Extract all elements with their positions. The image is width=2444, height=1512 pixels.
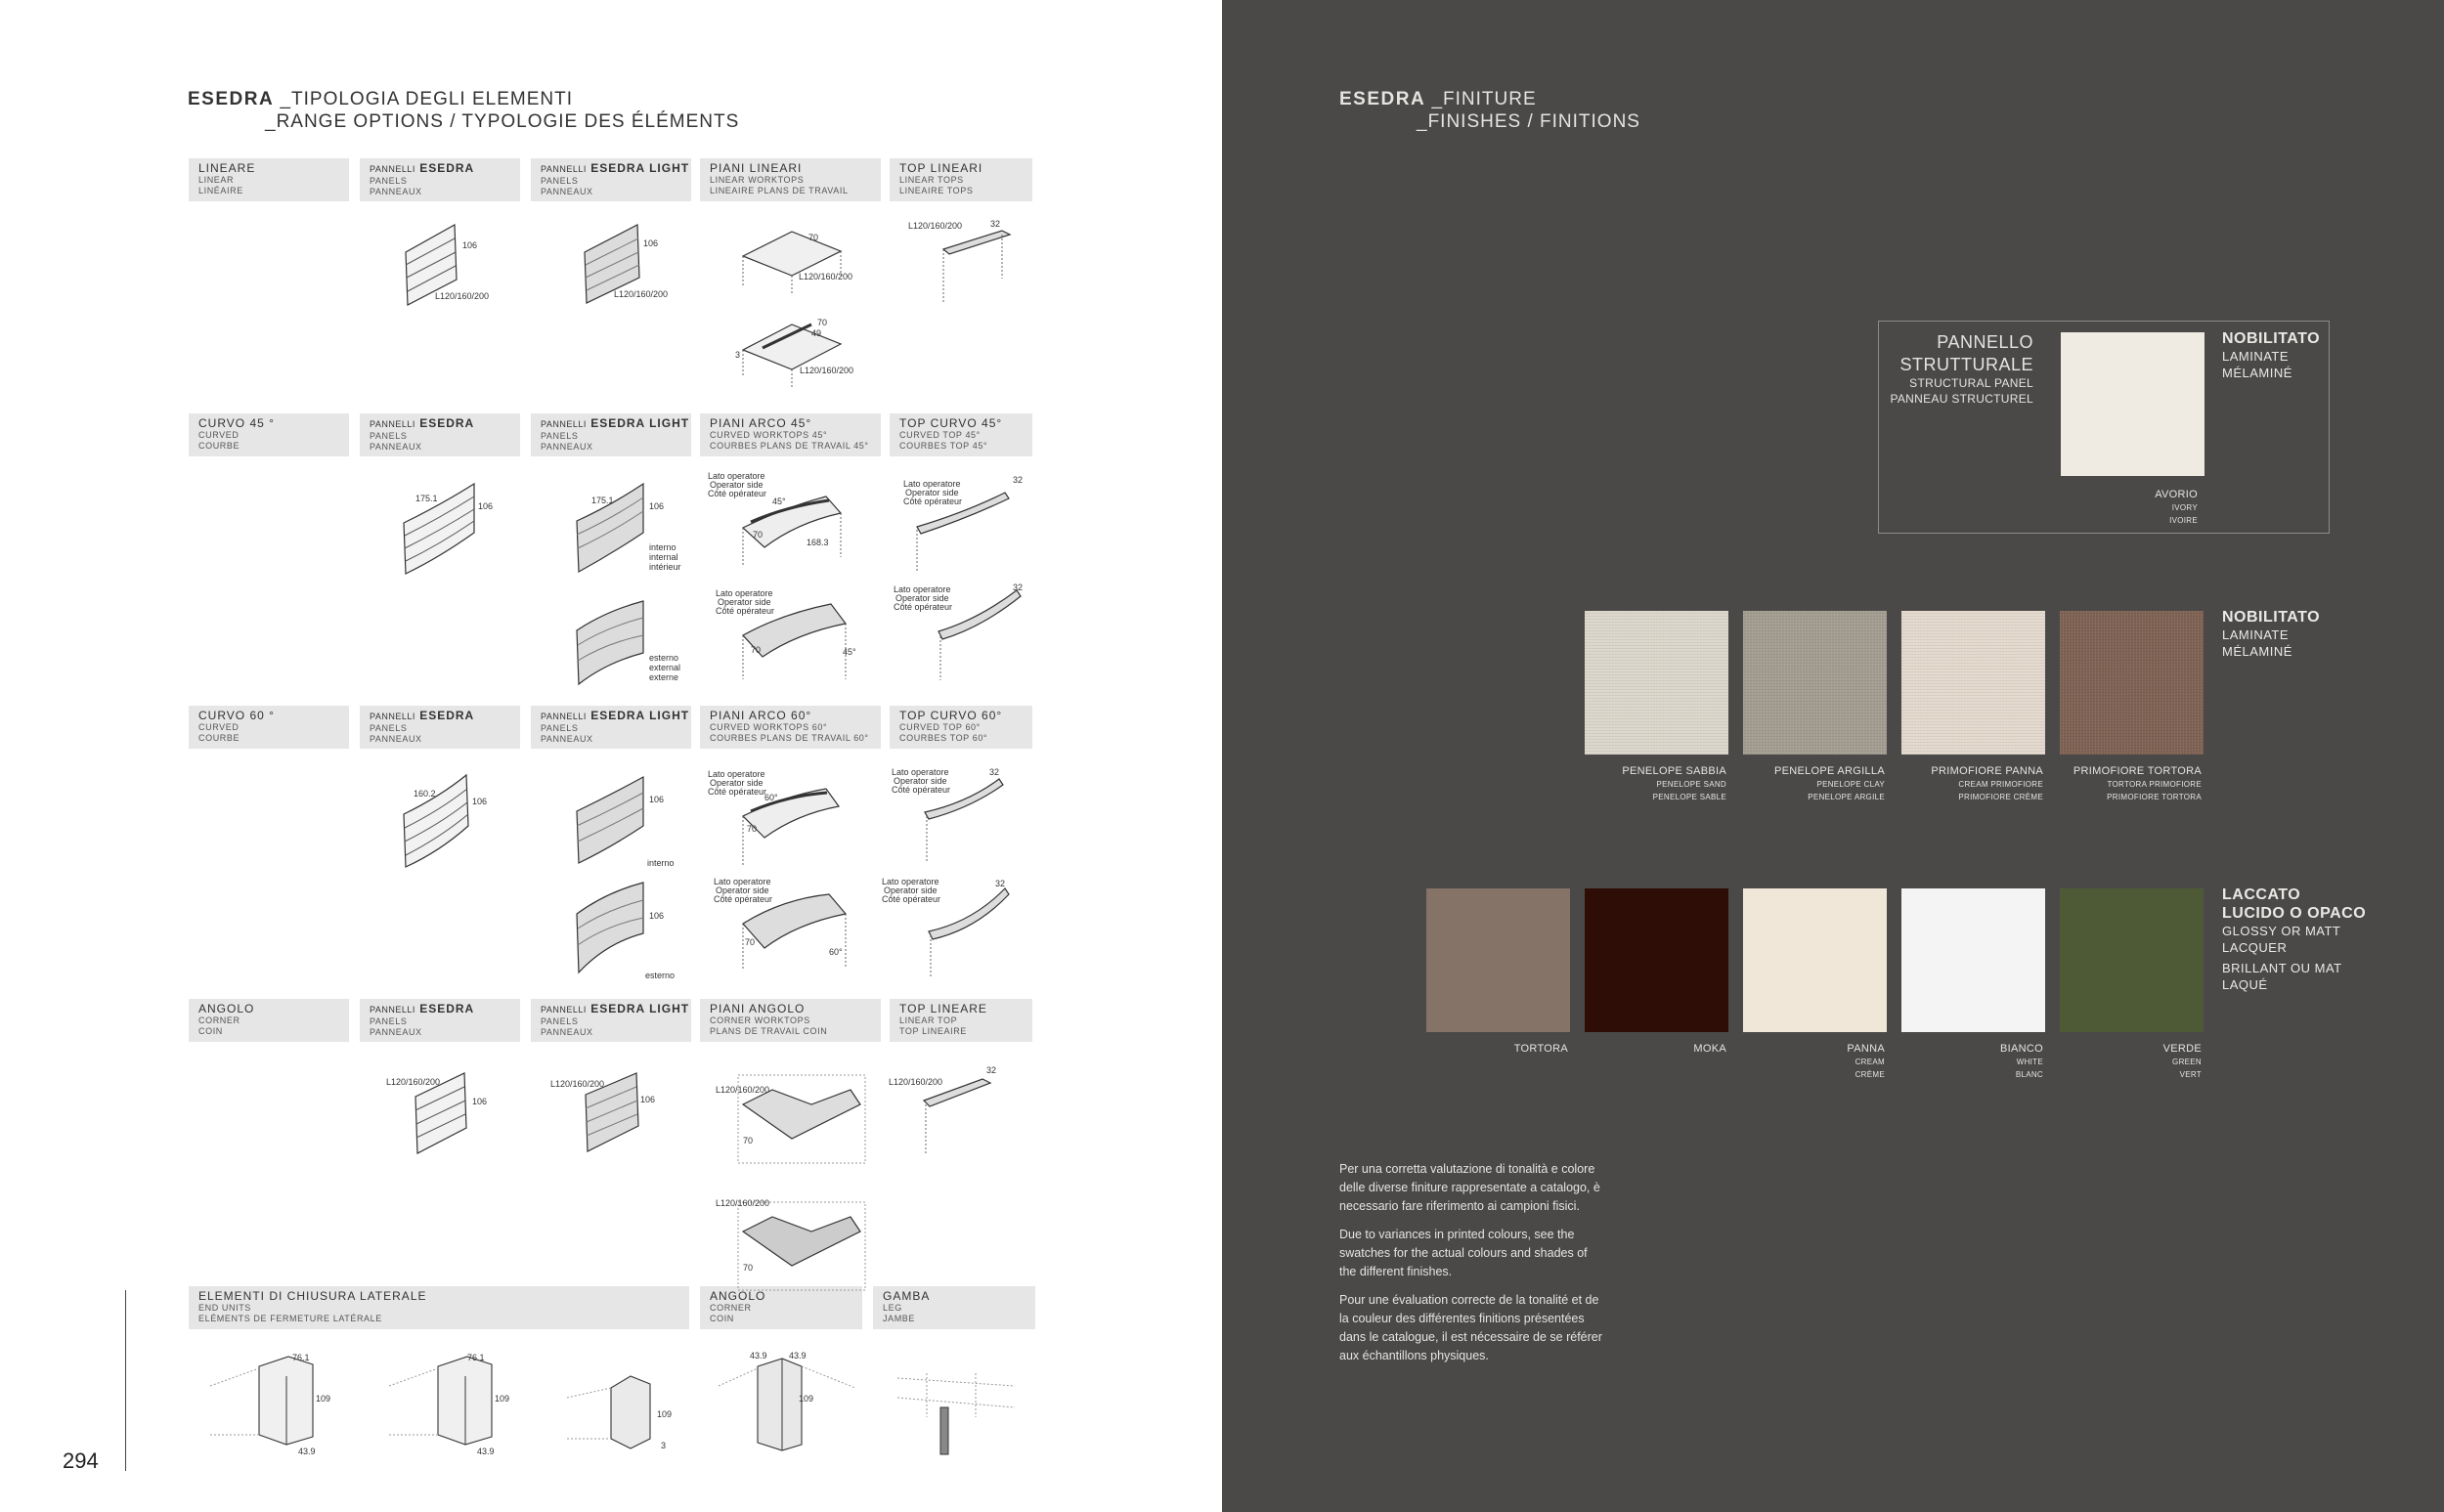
svg-text:106: 106 [462, 240, 478, 250]
end-unit-drawing-1 [200, 1347, 347, 1459]
svg-text:32: 32 [989, 767, 1000, 777]
svg-text:43.9: 43.9 [789, 1351, 807, 1361]
svg-text:L120/160/200: L120/160/200 [550, 1079, 605, 1089]
curved-45-top-drawing [890, 583, 1036, 685]
note-english: Due to variances in printed colours, see the swatches for the actual colours and shades of the different finishes. [1339, 1228, 1588, 1278]
header-piani-angolo: PIANI ANGOLO CORNER WORKTOPS PLANS DE TRAVAIL COIN [700, 999, 881, 1042]
svg-text:106: 106 [472, 797, 488, 806]
svg-text:32: 32 [995, 879, 1006, 888]
swatch-label-avorio: AVORIO IVORY IVOIRE [2155, 489, 2198, 525]
svg-text:109: 109 [316, 1394, 331, 1404]
swatch-label-bianco: BIANCO WHITE BLANC [2000, 1043, 2043, 1079]
svg-text:32: 32 [1013, 583, 1024, 592]
header-pannelli-esedra: PANNELLI ESEDRA PANELS PANNEAUX [360, 706, 520, 749]
linear-panel-drawing [396, 213, 523, 311]
header-lineare: LINEARE LINEAR LINÉAIRE [189, 158, 349, 201]
swatch-primofiore-panna [1901, 611, 2045, 755]
title-brand: ESEDRA [1339, 89, 1426, 109]
svg-text:70: 70 [808, 233, 819, 242]
svg-text:Operator side: Operator side [710, 778, 764, 788]
svg-text:Operator side: Operator side [884, 886, 938, 895]
swatch-moka [1585, 888, 1728, 1032]
svg-text:109: 109 [495, 1394, 510, 1404]
title-line1: _TIPOLOGIA DEGLI ELEMENTI [274, 89, 573, 109]
svg-text:106: 106 [649, 795, 665, 804]
corner-panel-drawing [386, 1067, 523, 1165]
corner-worktop-drawing [714, 1065, 870, 1173]
linear-panel-light-drawing [577, 213, 704, 311]
svg-text:Operator side: Operator side [716, 886, 769, 895]
header-angolo-bottom: ANGOLO CORNER COIN [700, 1286, 862, 1329]
svg-text:106: 106 [643, 238, 659, 248]
svg-text:76.1: 76.1 [292, 1353, 310, 1362]
header-pannelli-esedra-light: PANNELLI ESEDRA LIGHT PANELS PANNEAUX [531, 158, 691, 201]
swatch-primofiore-tortora [2060, 611, 2204, 755]
svg-text:L120/160/200: L120/160/200 [799, 272, 853, 281]
curved-45-panel-light-int-drawing [567, 464, 704, 577]
svg-text:109: 109 [657, 1409, 673, 1419]
swatch-panna [1743, 888, 1887, 1032]
svg-text:L120/160/200: L120/160/200 [716, 1085, 770, 1095]
svg-text:106: 106 [478, 501, 494, 511]
svg-text:70: 70 [745, 937, 756, 947]
curved-60-panel-light-int-drawing [567, 767, 704, 870]
right-page [1222, 0, 2444, 1512]
svg-text:106: 106 [472, 1097, 488, 1106]
note-french: Pour une évaluation correcte de la tonalité et de la couleur des différentes finitions présentées dans le catalogue, il est nécessaire de se référer aux échantillons physiques. [1339, 1293, 1602, 1362]
curved-60-worktop-drawing [704, 875, 885, 977]
curved-45-panel-light-ext-drawing [567, 586, 704, 689]
svg-text:L120/160/200: L120/160/200 [889, 1077, 943, 1087]
svg-text:intérieur: intérieur [649, 562, 681, 572]
right-page-title [1339, 88, 1640, 133]
svg-text:L120/160/200: L120/160/200 [614, 289, 669, 299]
svg-text:L120/160/200: L120/160/200 [908, 221, 963, 231]
swatch-bianco [1901, 888, 2045, 1032]
svg-text:Côté opérateur: Côté opérateur [882, 894, 941, 904]
header-gamba: GAMBA LEG JAMBE [873, 1286, 1035, 1329]
svg-text:Côté opérateur: Côté opérateur [903, 497, 963, 506]
curved-60-panel-light-ext-drawing [567, 875, 704, 982]
corner-top-drawing [885, 1063, 1031, 1161]
swatch-label-penelope-argilla: PENELOPE ARGILLA PENELOPE CLAY PENELOPE ARGILE [1773, 765, 1885, 801]
curved-60-top-op-drawing [890, 765, 1036, 868]
svg-text:70: 70 [743, 1263, 754, 1273]
svg-text:45°: 45° [772, 497, 786, 506]
curved-45-panel-drawing [396, 464, 523, 582]
svg-text:L120/160/200: L120/160/200 [716, 1198, 770, 1208]
linear-top-drawing [904, 215, 1031, 308]
svg-text:32: 32 [990, 219, 1001, 229]
title-line1: _FINITURE [1425, 89, 1537, 109]
swatch-label-moka: MOKA [1693, 1043, 1726, 1055]
curved-45-worktop-drawing [704, 586, 885, 684]
leg-drawing [888, 1359, 1034, 1461]
svg-text:60°: 60° [829, 947, 843, 957]
svg-text:70: 70 [747, 824, 758, 834]
title-line2: _RANGE OPTIONS / TYPOLOGIE DES ÉLÉMENTS [265, 111, 740, 132]
linear-worktop-drawing [738, 217, 870, 295]
svg-text:70: 70 [751, 645, 762, 655]
header-elementi-chiusura: ELEMENTI DI CHIUSURA LATERALE END UNITS ELÉMENTS DE FERMETURE LATÉRALE [189, 1286, 689, 1329]
svg-text:Operator side: Operator side [710, 480, 764, 490]
structural-panel-subtitle: STRUCTURAL PANEL PANNEAU STRUCTUREL [1890, 376, 2033, 406]
svg-text:106: 106 [649, 911, 665, 921]
header-piani-lineari: PIANI LINEARI LINEAR WORKTOPS LINEAIRE PLANS DE TRAVAIL [700, 158, 881, 201]
svg-text:60°: 60° [764, 793, 778, 802]
svg-text:32: 32 [986, 1065, 997, 1075]
svg-text:internal: internal [649, 552, 678, 562]
svg-text:L120/160/200: L120/160/200 [435, 291, 490, 301]
header-pannelli-esedra: PANNELLI ESEDRA PANELS PANNEAUX [360, 999, 520, 1042]
linear-worktop-cable-drawing [733, 311, 870, 389]
svg-text:45°: 45° [843, 647, 856, 657]
page-number: 294 [63, 1448, 99, 1473]
swatch-penelope-sabbia [1585, 611, 1728, 755]
svg-text:43.9: 43.9 [750, 1351, 767, 1361]
svg-text:Lato operatore: Lato operatore [903, 479, 961, 489]
group-label-nobilitato-2: NOBILITATO LAMINATE MÉLAMINÉ [2222, 609, 2321, 659]
header-pannelli-esedra-light: PANNELLI ESEDRA LIGHT PANELS PANNEAUX [531, 999, 691, 1042]
svg-text:Lato operatore: Lato operatore [894, 584, 951, 594]
corner-panel-light-drawing [550, 1067, 687, 1165]
header-top-lineare: TOP LINEARE LINEAR TOP TOP LINEAIRE [890, 999, 1032, 1042]
left-page-title [188, 88, 739, 133]
header-piani-arco-45: PIANI ARCO 45° CURVED WORKTOPS 45° COURBES PLANS DE TRAVAIL 45° [700, 413, 881, 456]
header-curvo-60: CURVO 60 ° CURVED COURBE [189, 706, 349, 749]
end-unit-drawing-3 [557, 1359, 694, 1461]
structural-panel-title: PANNELLO STRUTTURALE [1899, 332, 2033, 374]
svg-text:Lato operatore: Lato operatore [714, 877, 771, 886]
swatch-label-primofiore-tortora: PRIMOFIORE TORTORA TORTORA PRIMOFIORE PRIMOFIORE TORTORA [2073, 765, 2202, 801]
svg-text:Operator side: Operator side [895, 593, 949, 603]
svg-text:3: 3 [735, 350, 741, 360]
svg-text:interno: interno [647, 858, 675, 868]
svg-text:externe: externe [649, 672, 679, 682]
svg-text:Côté opérateur: Côté opérateur [708, 787, 767, 797]
svg-text:32: 32 [1013, 475, 1024, 485]
svg-text:esterno: esterno [645, 971, 676, 980]
svg-text:106: 106 [640, 1095, 656, 1104]
svg-text:interno: interno [649, 542, 676, 552]
svg-text:Côté opérateur: Côté opérateur [892, 785, 951, 795]
curved-60-worktop-op-drawing [704, 767, 885, 870]
header-top-lineari: TOP LINEARI LINEAR TOPS LINEAIRE TOPS [890, 158, 1032, 201]
folio-rule [125, 1290, 126, 1471]
svg-text:70: 70 [743, 1136, 754, 1145]
swatch-penelope-argilla [1743, 611, 1887, 755]
svg-text:Operator side: Operator side [894, 776, 947, 786]
svg-text:external: external [649, 663, 681, 672]
svg-text:Côté opérateur: Côté opérateur [708, 489, 767, 498]
svg-text:175.1: 175.1 [591, 496, 614, 505]
curved-45-top-op-drawing [897, 473, 1034, 576]
header-pannelli-esedra: PANNELLI ESEDRA PANELS PANNEAUX [360, 413, 520, 456]
swatch-tortora [1426, 888, 1570, 1032]
svg-text:Lato operatore: Lato operatore [716, 588, 773, 598]
svg-text:76.1: 76.1 [467, 1353, 485, 1362]
header-curvo-45: CURVO 45 ° CURVED COURBE [189, 413, 349, 456]
curved-45-worktop-op-drawing [704, 469, 885, 572]
svg-text:168.3: 168.3 [807, 538, 829, 547]
swatch-avorio [2061, 332, 2204, 476]
svg-text:Lato operatore: Lato operatore [892, 767, 949, 777]
end-unit-drawing-2 [379, 1347, 526, 1459]
svg-text:43.9: 43.9 [298, 1447, 316, 1456]
header-angolo: ANGOLO CORNER COIN [189, 999, 349, 1042]
svg-text:Côté opérateur: Côté opérateur [894, 602, 953, 612]
swatch-label-penelope-sabbia: PENELOPE SABBIA PENELOPE SAND PENELOPE SABLE [1622, 765, 1726, 801]
swatch-verde [2060, 888, 2204, 1032]
swatch-label-panna: PANNA CREAM CRÈME [1847, 1043, 1885, 1079]
finishes-disclaimer [1339, 1160, 1603, 1375]
svg-text:esterno: esterno [649, 653, 679, 663]
svg-text:L120/160/200: L120/160/200 [800, 366, 854, 375]
svg-text:70: 70 [817, 318, 828, 327]
note-italian: Per una corretta valutazione di tonalità e colore delle diverse finiture rappresentate a catalogo, è necessario fare riferimento ai campioni fisici. [1339, 1162, 1600, 1213]
svg-text:3: 3 [661, 1441, 667, 1450]
svg-text:49: 49 [811, 328, 822, 338]
svg-text:Côté opérateur: Côté opérateur [714, 894, 773, 904]
svg-text:Operator side: Operator side [905, 488, 959, 497]
curved-60-top-drawing [880, 875, 1036, 982]
svg-text:Côté opérateur: Côté opérateur [716, 606, 775, 616]
svg-text:Lato operatore: Lato operatore [708, 471, 765, 481]
svg-text:Lato operatore: Lato operatore [708, 769, 765, 779]
svg-text:106: 106 [649, 501, 665, 511]
svg-text:109: 109 [799, 1394, 814, 1404]
header-pannelli-esedra-light: PANNELLI ESEDRA LIGHT PANELS PANNEAUX [531, 706, 691, 749]
header-pannelli-esedra-light: PANNELLI ESEDRA LIGHT PANELS PANNEAUX [531, 413, 691, 456]
title-brand: ESEDRA [188, 89, 275, 109]
header-top-curvo-45: TOP CURVO 45° CURVED TOP 45° COURBES TOP 45° [890, 413, 1032, 456]
header-top-curvo-60: TOP CURVO 60° CURVED TOP 60° COURBES TOP 60° [890, 706, 1032, 749]
curved-60-panel-drawing [396, 767, 523, 880]
group-label-nobilitato-1: NOBILITATO LAMINATE MÉLAMINÉ [2222, 330, 2321, 380]
corner-worktop-alt-drawing [714, 1192, 870, 1300]
title-line2: _FINISHES / FINITIONS [1417, 111, 1640, 132]
group-label-laccato: LACCATO LUCIDO O OPACO GLOSSY OR MATT LACQUER BRILLANT OU MAT LAQUÉ [2222, 886, 2367, 992]
swatch-label-verde: VERDE GREEN VERT [2162, 1043, 2202, 1079]
svg-text:L120/160/200: L120/160/200 [386, 1077, 441, 1087]
corner-end-unit-drawing [709, 1347, 865, 1459]
svg-text:Operator side: Operator side [718, 597, 771, 607]
svg-text:70: 70 [753, 530, 764, 540]
svg-text:Lato operatore: Lato operatore [882, 877, 939, 886]
header-piani-arco-60: PIANI ARCO 60° CURVED WORKTOPS 60° COURBES PLANS DE TRAVAIL 60° [700, 706, 881, 749]
header-pannelli-esedra: PANNELLI ESEDRA PANELS PANNEAUX [360, 158, 520, 201]
swatch-label-tortora: TORTORA [1513, 1043, 1568, 1055]
svg-text:160.2: 160.2 [414, 789, 436, 799]
svg-text:43.9: 43.9 [477, 1447, 495, 1456]
swatch-label-primofiore-panna: PRIMOFIORE PANNA CREAM PRIMOFIORE PRIMOFIORE CRÈME [1931, 765, 2043, 801]
svg-text:175.1: 175.1 [415, 494, 438, 503]
